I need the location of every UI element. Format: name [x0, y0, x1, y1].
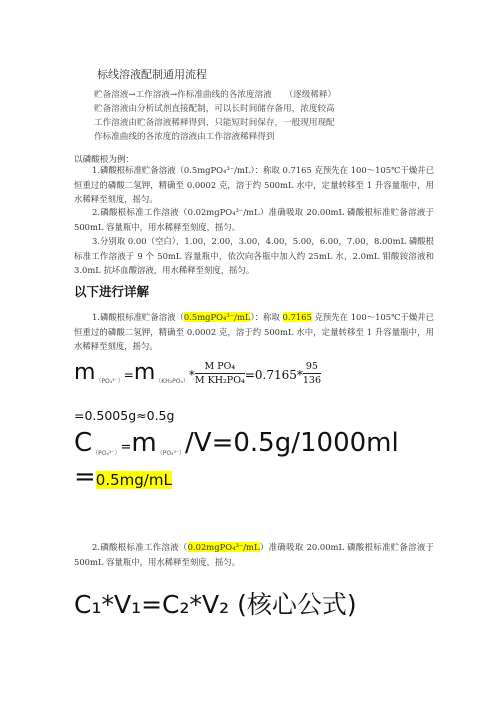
eq2-sub-1: （PO₄³⁻）	[92, 450, 121, 457]
highlight-concentration: 0.5mgPO₄³⁻/mL	[183, 312, 251, 322]
eq1-fraction-molar	[195, 361, 245, 386]
detail-step-2-text-b: ）准确吸取 20.00mL 磷酸根标准贮备溶液于 500mL 容量瓶中，用水稀释至刻度，摇匀。	[74, 542, 434, 567]
highlight-working-conc: 0.02mgPO₄³⁻/mL	[187, 542, 260, 552]
eq2-c: C	[74, 428, 93, 458]
eq1-equals: =	[123, 368, 134, 382]
equation-mass	[74, 360, 321, 386]
eq2-equals: =	[120, 440, 132, 455]
detail-step-1-text-c: 克预先在 100～105℃干燥并已恒重过的磷酸二氢钾，精确至 0.0002 克，溶于约 500mL 水中，定量转移至 1 升容量瓶中，用水稀释至刻度，摇匀。	[74, 312, 435, 351]
example-step-1: 1.磷酸根标准贮备溶液（0.5mgPO₄³⁻/mL）：称取 0.7165 克预先在 100～105℃干燥并已恒重过的磷酸二氢钾，精确至 0.0002 克，溶于约 500mL 水中，定量转移至 1 升容量瓶中，用水稀释至刻度，摇匀。	[74, 165, 434, 204]
flow-line-1: 贮备溶液→工作溶液→作标准曲线的各浓度溶液 （逐级稀释）	[94, 90, 337, 100]
eq1-sub-po4: （PO₄³⁻）	[95, 378, 124, 385]
flow-line-4: 作标准曲线的各浓度的溶液由工作溶液稀释得到	[94, 132, 275, 142]
detail-step-2-text-a: 2.磷酸根标准工作溶液（	[92, 542, 188, 552]
example-step-2: 2.磷酸根标准工作溶液（0.02mgPO₄³⁻/mL）准确吸取 20.00mL 磷酸根标准贮备溶液于 500mL 容量瓶中，用水稀释至刻度，摇匀。	[74, 207, 434, 232]
eq1-frac-num: M PO₄	[195, 361, 245, 374]
eq1-star: *	[188, 368, 195, 382]
detail-step-1-text-a: 1.磷酸根标准贮备溶液（	[92, 312, 184, 322]
eq1-frac2-num: 95	[303, 361, 321, 374]
equation-concentration-result	[74, 462, 172, 492]
flow-line-3: 工作溶液由贮备溶液稀释得到，只能短时间保存，一般现用现配	[94, 118, 335, 128]
detail-step-2	[74, 540, 434, 569]
highlight-mass: 0.7165	[282, 312, 312, 322]
page-title: 标线溶液配制通用流程	[97, 68, 207, 81]
eq1-m2: m	[133, 360, 156, 385]
detail-heading: 以下进行详解	[74, 284, 150, 299]
eq1-mid: =0.7165*	[244, 368, 303, 382]
example-label: 以磷酸根为例：	[74, 155, 135, 165]
equation-mass-result: =0.5005g≈0.5g	[74, 408, 175, 423]
eq2-rest: /V=0.5g/1000ml	[185, 428, 399, 458]
eq2-sub-2: （PO₄³⁻）	[156, 450, 186, 457]
eq2-equals-2: =	[74, 462, 96, 492]
equation-concentration	[74, 428, 399, 458]
eq1-frac-den: M KH₂PO₄	[194, 374, 245, 386]
eq2-m: m	[131, 428, 157, 458]
detail-step-1-text-b: ）：称取	[250, 312, 283, 322]
highlight-result: 0.5mg/mL	[95, 471, 172, 489]
eq1-sub-kh2po4: （KH₂PO₄）	[155, 378, 189, 385]
example-step-3: 3.分别取 0.00（空白），1.00，2.00，3.00，4.00，5.00，6.00，7.00，8.00mL 磷酸根标准工作溶液于 9 个 50mL 容量瓶中，依次向各瓶中加入约 25mL 水，2.0mL 钼酸铵溶液和 3.0mL 抗坏血酸溶液，用水稀释至刻度，摇匀。	[74, 236, 434, 275]
flow-line-2: 贮备溶液由分析试剂直接配制，可以长时间储存备用，浓度较高	[94, 104, 335, 114]
eq1-fraction-values	[303, 361, 321, 386]
eq1-frac2-den: 136	[302, 374, 321, 386]
core-formula: C₁*V₁=C₂*V₂ (核心公式)	[74, 590, 357, 619]
eq1-m: m	[74, 360, 96, 385]
detail-step-1	[74, 310, 434, 354]
